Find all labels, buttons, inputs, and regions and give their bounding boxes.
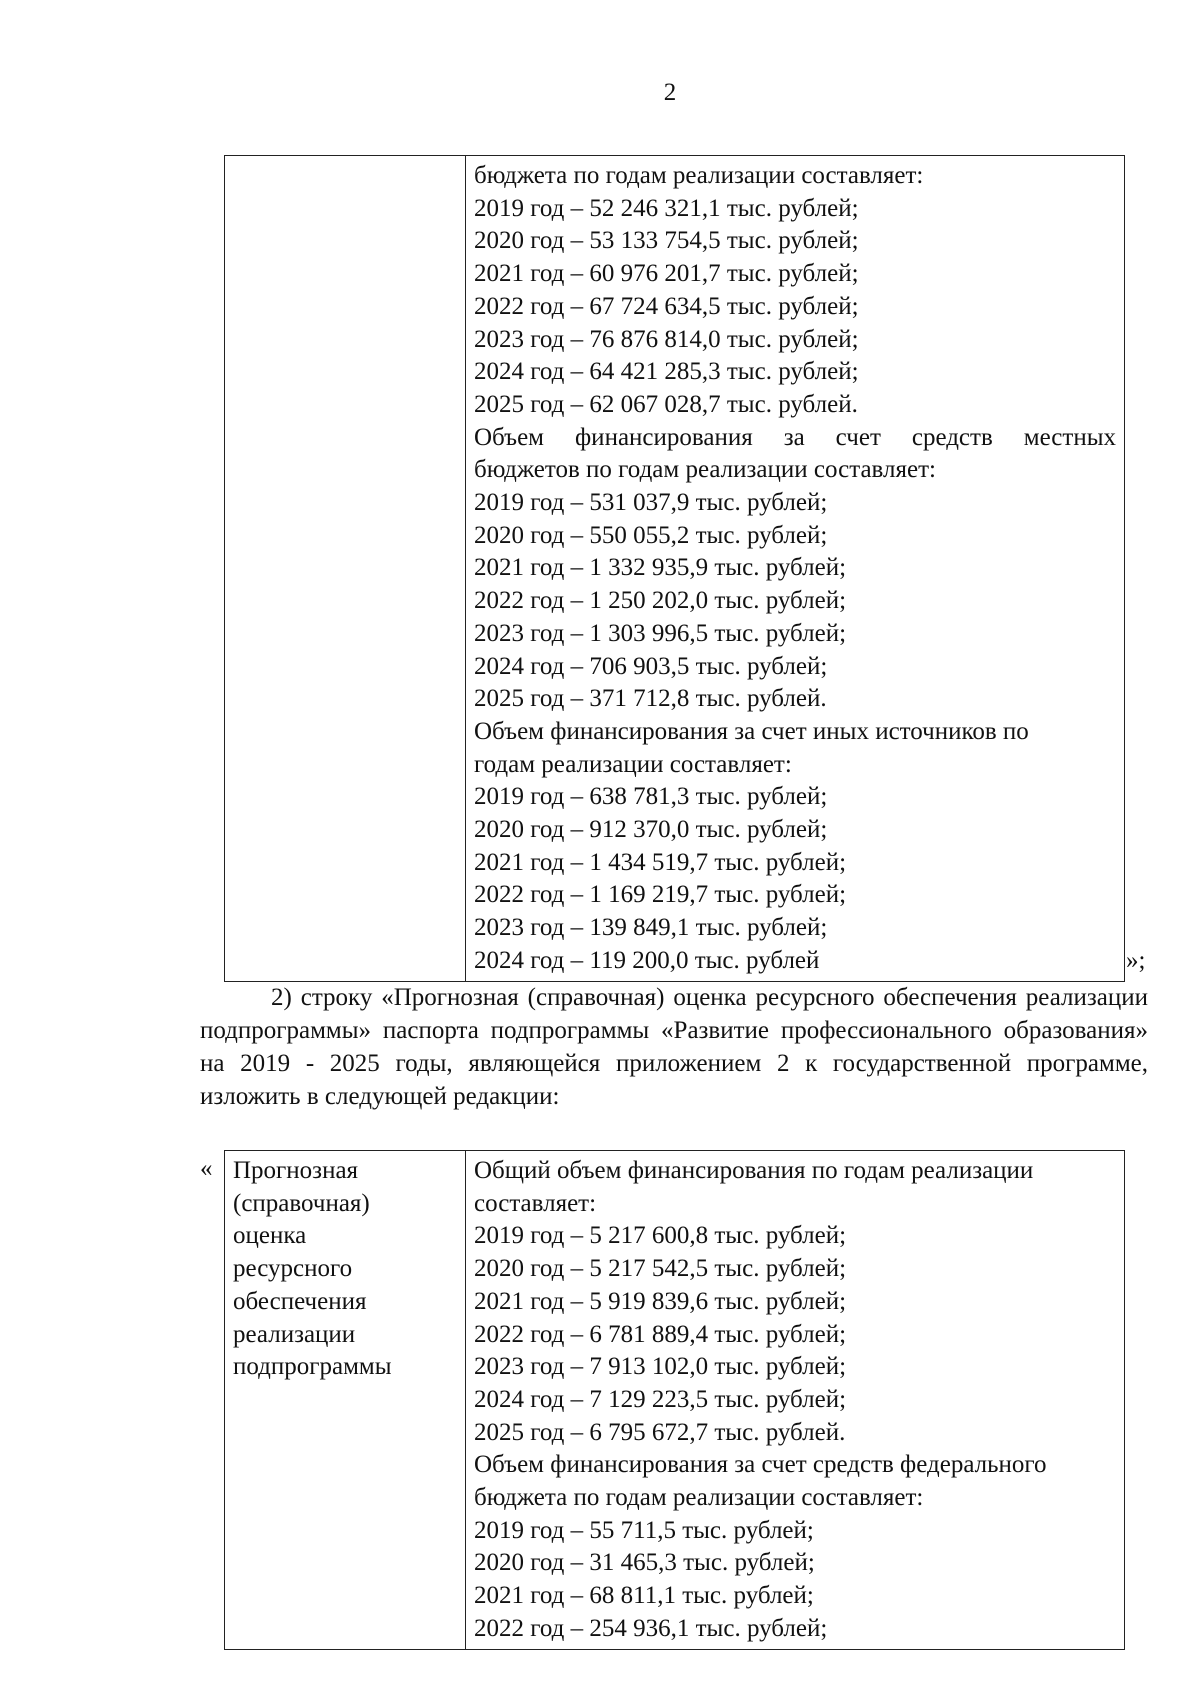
text-line: Объем финансирования за счет средств федерального [474,1451,1047,1479]
text-line: бюджета по годам реализации составляет: [474,162,924,189]
opening-quote: « [200,1155,213,1182]
text-line: Объем финансирования за счет средств местных [474,423,1116,451]
text-line: 2025 год – 371 712,8 тыс. рублей. [474,685,827,713]
text-line: 2019 год – 531 037,9 тыс. рублей; [474,489,828,517]
text-line: составляет: [474,1189,597,1217]
text-line: 2024 год – 119 200,0 тыс. рублей [474,946,820,974]
label-line: Прогнозная [233,1157,359,1184]
text-line: годам реализации составляет: [474,750,792,778]
text-line: 2023 год – 7 913 102,0 тыс. рублей; [474,1353,847,1381]
text-line: 2019 год – 5 217 600,8 тыс. рублей; [474,1222,847,1250]
text-line: 2022 год – 67 724 634,5 тыс. рублей; [474,292,859,320]
label-line: реализации [233,1320,356,1348]
page-number: 2 [663,79,677,106]
text-line: 2021 год – 68 811,1 тыс. рублей; [474,1582,814,1610]
text-line: 2024 год – 7 129 223,5 тыс. рублей; [474,1385,847,1413]
text-line: Общий объем финансирования по годам реализации [474,1157,1034,1184]
text-line: 2022 год – 1 169 219,7 тыс. рублей; [474,881,847,909]
text-line: бюджета по годам реализации составляет: [474,1484,924,1512]
amendment-paragraph: 2) строку «Прогнозная (справочная) оценка ресурсного обеспечения реализации подпрограммы» паспорта подпрограммы «Развитие профессионального образования» на 2019 - 2025 годы, являющейся приложением 2 к государственной программе, изложить в следующей редакции: [200,984,1148,1110]
funding-table-new-edition [224,1150,1125,1650]
text-line: 2019 год – 638 781,3 тыс. рублей; [474,783,828,811]
label-line: обеспечения [233,1287,367,1315]
text-line: 2025 год – 6 795 672,7 тыс. рублей. [474,1418,846,1446]
label-line: оценка [233,1222,307,1250]
text-line: 2023 год – 1 303 996,5 тыс. рублей; [474,619,847,647]
text-line: 2021 год – 1 332 935,9 тыс. рублей; [474,554,847,582]
text-line: 2024 год – 706 903,5 тыс. рублей; [474,652,828,680]
funding-table-continued [224,155,1125,982]
label-line: (справочная) [233,1189,370,1217]
text-line: 2020 год – 912 370,0 тыс. рублей; [474,816,828,844]
label-line: ресурсного [233,1255,353,1283]
table-row [225,156,1125,982]
text-line: 2023 год – 139 849,1 тыс. рублей; [474,914,828,942]
table-cell-label [225,1151,466,1650]
text-line: 2022 год – 254 936,1 тыс. рублей; [474,1614,828,1642]
text-line: 2025 год – 62 067 028,7 тыс. рублей. [474,390,858,418]
text-line: 2022 год – 6 781 889,4 тыс. рублей; [474,1320,847,1348]
text-line: 2019 год – 52 246 321,1 тыс. рублей; [474,194,859,222]
label-line: подпрограммы [233,1353,392,1381]
text-line: 2020 год – 550 055,2 тыс. рублей; [474,521,828,549]
text-line: 2024 год – 64 421 285,3 тыс. рублей; [474,358,859,386]
table-cell-label [225,156,466,982]
text-line: 2021 год – 1 434 519,7 тыс. рублей; [474,848,847,876]
text-line: 2020 год – 5 217 542,5 тыс. рублей; [474,1255,847,1283]
text-line: 2021 год – 5 919 839,6 тыс. рублей; [474,1287,847,1315]
text-line: 2020 год – 31 465,3 тыс. рублей; [474,1549,815,1577]
closing-quote: »; [1126,947,1146,974]
table-row [225,1151,1125,1650]
text-line: 2021 год – 60 976 201,7 тыс. рублей; [474,260,859,288]
text-line: 2019 год – 55 711,5 тыс. рублей; [474,1516,814,1544]
text-line: бюджетов по годам реализации составляет: [474,456,936,484]
text-line: 2022 год – 1 250 202,0 тыс. рублей; [474,587,847,615]
table-cell-values [466,1151,1125,1650]
text-line: Объем финансирования за счет иных источников по [474,717,1029,745]
text-line: 2020 год – 53 133 754,5 тыс. рублей; [474,227,859,255]
text-line: 2023 год – 76 876 814,0 тыс. рублей; [474,325,859,353]
table-cell-values [466,156,1125,982]
